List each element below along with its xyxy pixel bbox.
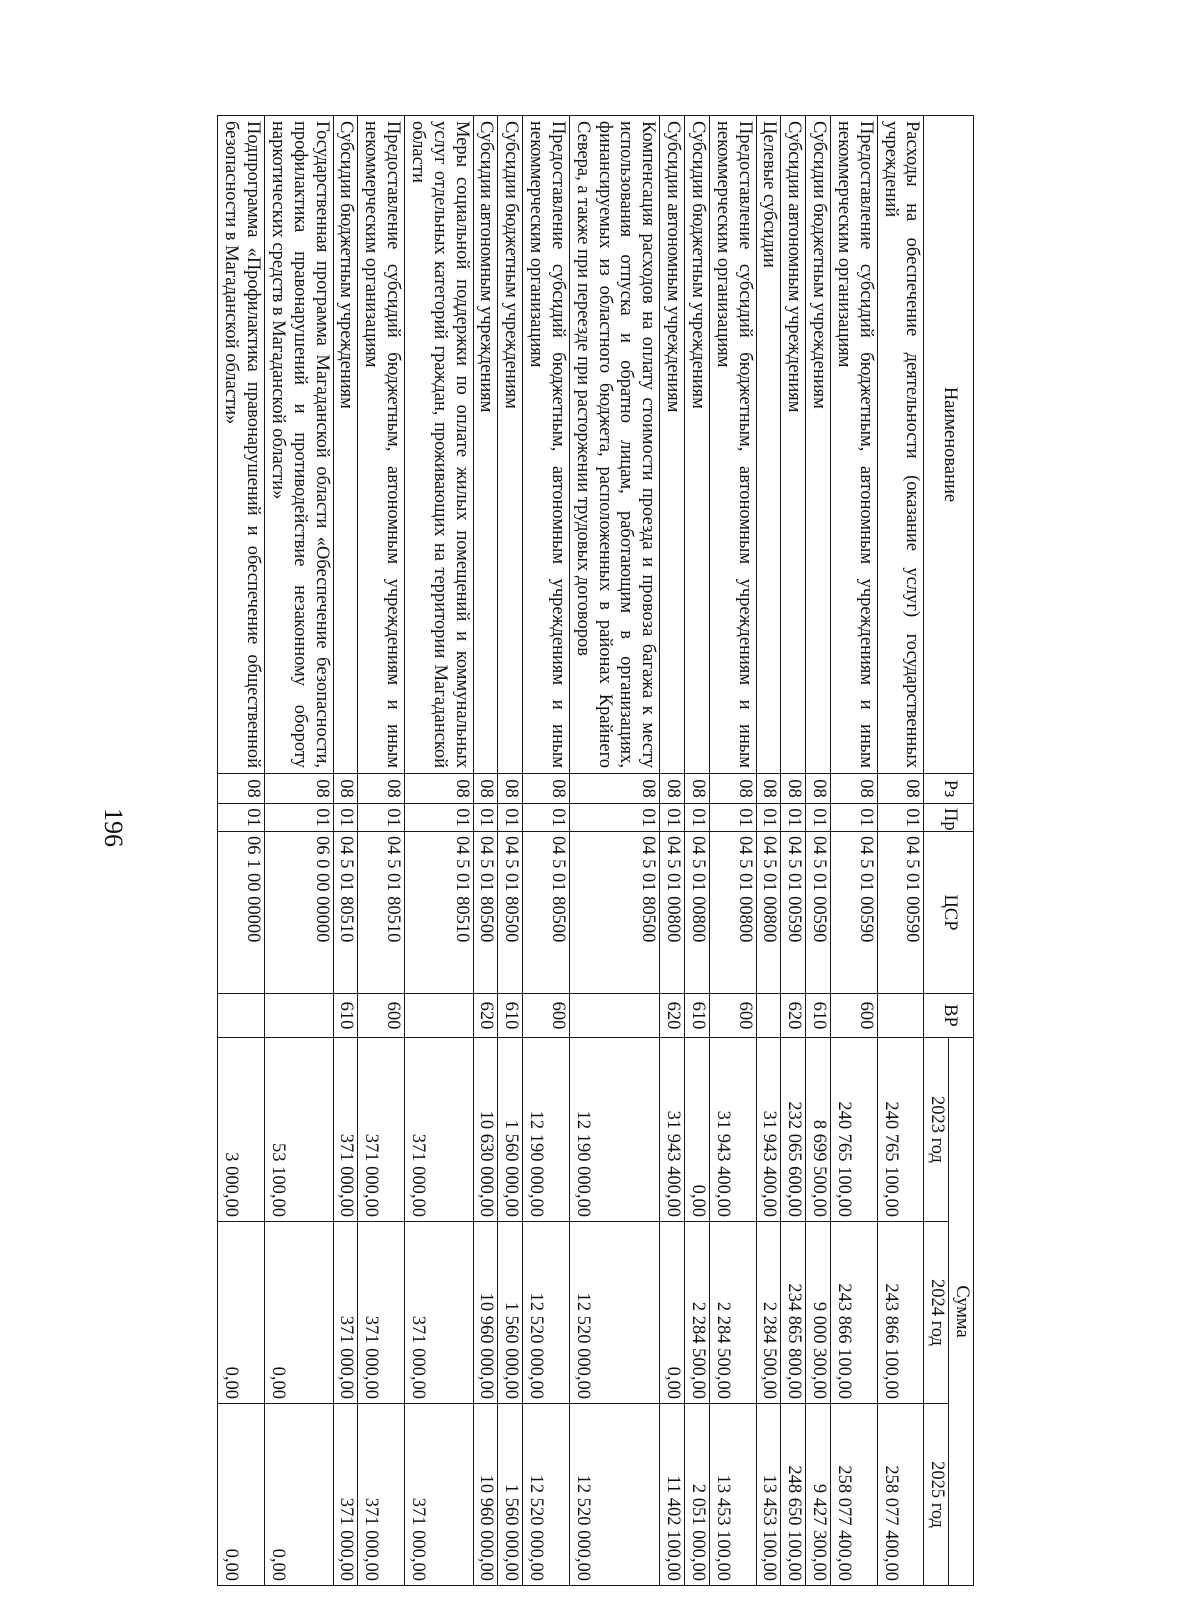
cell-pr: 01 (877, 804, 924, 832)
header-year-2023: 2023 год (924, 1038, 949, 1222)
cell-name: Предоставление субсидий бюджетным, автономным учреждениям и иным некоммерческим организациям (523, 116, 570, 774)
cell-name: Субсидии бюджетным учреждениям (498, 116, 523, 774)
header-rz: Рз (924, 774, 974, 804)
table-row (218, 116, 265, 1586)
cell-sum-2025: 12 520 000,00 (569, 1404, 659, 1586)
table-row (473, 116, 498, 1586)
header-name: Наименование (924, 116, 974, 774)
cell-rz: 08 (781, 774, 806, 804)
table-row (265, 116, 333, 1586)
cell-sum-2024: 0,00 (265, 1222, 333, 1404)
cell-sum-2025: 258 077 400,00 (877, 1404, 924, 1586)
cell-sum-2023: 371 000,00 (405, 1038, 473, 1222)
cell-sum-2024: 9 000 300,00 (806, 1222, 831, 1404)
cell-name: Компенсация расходов на оплату стоимости проезда и провоза багажа к месту использования отпуска и обратно лицам, работающим в организациях, финансируемых из областного бюджета, расположенных в районах Крайнего Севера, а также при переезде при расторжении трудовых договоров (569, 116, 659, 774)
cell-rz: 08 (709, 774, 756, 804)
header-sum: Сумма (949, 1038, 974, 1586)
cell-pr: 01 (498, 804, 523, 832)
cell-pr: 01 (660, 804, 685, 832)
cell-csr: 04 5 01 00590 (806, 832, 831, 994)
cell-rz: 08 (660, 774, 685, 804)
cell-rz: 08 (358, 774, 405, 804)
cell-csr: 04 5 01 80510 (405, 832, 473, 994)
cell-sum-2025: 13 453 100,00 (756, 1404, 781, 1586)
cell-vr: 600 (831, 994, 878, 1038)
cell-sum-2024: 371 000,00 (333, 1222, 358, 1404)
table-body (218, 116, 924, 1586)
table-row (333, 116, 358, 1586)
cell-sum-2025: 371 000,00 (358, 1404, 405, 1586)
cell-sum-2024: 371 000,00 (405, 1222, 473, 1404)
cell-csr: 04 5 01 80510 (333, 832, 358, 994)
cell-pr: 01 (473, 804, 498, 832)
cell-sum-2023: 232 065 600,00 (781, 1038, 806, 1222)
cell-sum-2024: 2 284 500,00 (685, 1222, 710, 1404)
table-row (709, 116, 756, 1586)
cell-vr: 600 (709, 994, 756, 1038)
cell-sum-2025: 371 000,00 (405, 1404, 473, 1586)
table-row (358, 116, 405, 1586)
cell-pr: 01 (709, 804, 756, 832)
cell-sum-2024: 0,00 (660, 1222, 685, 1404)
cell-rz: 08 (265, 774, 333, 804)
cell-rz: 08 (218, 774, 265, 804)
cell-csr: 06 1 00 00000 (218, 832, 265, 994)
cell-csr: 04 5 01 80500 (523, 832, 570, 994)
cell-vr: 610 (806, 994, 831, 1038)
cell-pr: 01 (569, 804, 659, 832)
cell-vr (218, 994, 265, 1038)
table-row (569, 116, 659, 1586)
cell-csr: 04 5 01 80500 (498, 832, 523, 994)
cell-vr: 610 (333, 994, 358, 1038)
cell-rz: 08 (756, 774, 781, 804)
cell-sum-2023: 12 190 000,00 (569, 1038, 659, 1222)
cell-sum-2023: 371 000,00 (333, 1038, 358, 1222)
cell-pr: 01 (265, 804, 333, 832)
cell-sum-2025: 1 560 000,00 (498, 1404, 523, 1586)
cell-vr: 610 (498, 994, 523, 1038)
cell-sum-2023: 371 000,00 (358, 1038, 405, 1222)
cell-pr: 01 (218, 804, 265, 832)
header-year-2024: 2024 год (924, 1222, 949, 1404)
rotated-page-content (222, 115, 974, 1585)
table-row (660, 116, 685, 1586)
cell-sum-2023: 8 699 500,00 (806, 1038, 831, 1222)
cell-name: Субсидии бюджетным учреждениям (806, 116, 831, 774)
cell-sum-2024: 1 560 000,00 (498, 1222, 523, 1404)
cell-csr: 04 5 01 00590 (831, 832, 878, 994)
table-row (756, 116, 781, 1586)
cell-name: Предоставление субсидий бюджетным, автономным учреждениям и иным некоммерческим организациям (831, 116, 878, 774)
cell-pr: 01 (781, 804, 806, 832)
cell-sum-2025: 13 453 100,00 (709, 1404, 756, 1586)
cell-sum-2025: 258 077 400,00 (831, 1404, 878, 1586)
cell-name: Субсидии бюджетным учреждениям (333, 116, 358, 774)
cell-rz: 08 (831, 774, 878, 804)
cell-sum-2025: 0,00 (265, 1404, 333, 1586)
cell-sum-2023: 10 630 000,00 (473, 1038, 498, 1222)
cell-sum-2023: 53 100,00 (265, 1038, 333, 1222)
cell-name: Расходы на обеспечение деятельности (оказание услуг) государственных учреждений (877, 116, 924, 774)
cell-sum-2023: 0,00 (685, 1038, 710, 1222)
cell-rz: 08 (569, 774, 659, 804)
cell-name: Меры социальной поддержки по оплате жилых помещений и коммунальных услуг отдельных категорий граждан, проживающих на территории Магаданской области (405, 116, 473, 774)
cell-sum-2024: 2 284 500,00 (756, 1222, 781, 1404)
cell-csr: 04 5 01 00590 (781, 832, 806, 994)
cell-rz: 08 (333, 774, 358, 804)
cell-sum-2025: 0,00 (218, 1404, 265, 1586)
cell-sum-2024: 234 865 800,00 (781, 1222, 806, 1404)
cell-rz: 08 (523, 774, 570, 804)
cell-name: Субсидии автономным учреждениям (473, 116, 498, 774)
cell-rz: 08 (405, 774, 473, 804)
cell-rz: 08 (685, 774, 710, 804)
cell-sum-2023: 31 943 400,00 (660, 1038, 685, 1222)
cell-pr: 01 (405, 804, 473, 832)
cell-sum-2024: 12 520 000,00 (569, 1222, 659, 1404)
cell-vr: 600 (523, 994, 570, 1038)
header-csr: ЦСР (924, 832, 974, 994)
cell-name: Предоставление субсидий бюджетным, автономным учреждениям и иным некоммерческим организациям (358, 116, 405, 774)
cell-csr: 04 5 01 00800 (685, 832, 710, 994)
cell-sum-2024: 2 284 500,00 (709, 1222, 756, 1404)
cell-sum-2023: 1 560 000,00 (498, 1038, 523, 1222)
cell-name: Субсидии автономным учреждениям (660, 116, 685, 774)
header-vr: ВР (924, 994, 974, 1038)
cell-name: Государственная программа Магаданской области «Обеспечение безопасности, профилактика правонарушений и противодействие незаконному обороту наркотических средств в Магаданской области» (265, 116, 333, 774)
cell-name: Целевые субсидии (756, 116, 781, 774)
cell-csr: 04 5 01 80500 (473, 832, 498, 994)
cell-pr: 01 (333, 804, 358, 832)
cell-sum-2024: 10 960 000,00 (473, 1222, 498, 1404)
cell-name: Субсидии автономным учреждениям (781, 116, 806, 774)
cell-sum-2023: 3 000,00 (218, 1038, 265, 1222)
cell-vr: 600 (358, 994, 405, 1038)
cell-vr: 610 (685, 994, 710, 1038)
page-number: 196 (99, 808, 128, 847)
cell-sum-2024: 371 000,00 (358, 1222, 405, 1404)
header-year-2025: 2025 год (924, 1404, 949, 1586)
table-row (405, 116, 473, 1586)
cell-pr: 01 (685, 804, 710, 832)
cell-vr: 620 (660, 994, 685, 1038)
cell-csr: 04 5 01 80500 (569, 832, 659, 994)
cell-vr (877, 994, 924, 1038)
cell-sum-2025: 11 402 100,00 (660, 1404, 685, 1586)
cell-vr: 620 (473, 994, 498, 1038)
cell-csr: 06 0 00 00000 (265, 832, 333, 994)
budget-table (218, 115, 975, 1586)
cell-sum-2024: 243 866 100,00 (877, 1222, 924, 1404)
table-row (498, 116, 523, 1586)
cell-rz: 08 (473, 774, 498, 804)
cell-sum-2023: 240 765 100,00 (877, 1038, 924, 1222)
cell-pr: 01 (523, 804, 570, 832)
cell-sum-2023: 31 943 400,00 (709, 1038, 756, 1222)
cell-vr (569, 994, 659, 1038)
table-row (806, 116, 831, 1586)
cell-pr: 01 (831, 804, 878, 832)
cell-sum-2024: 243 866 100,00 (831, 1222, 878, 1404)
cell-pr: 01 (358, 804, 405, 832)
cell-csr: 04 5 01 80510 (358, 832, 405, 994)
cell-vr (265, 994, 333, 1038)
table-row (831, 116, 878, 1586)
cell-vr (405, 994, 473, 1038)
cell-sum-2023: 12 190 000,00 (523, 1038, 570, 1222)
cell-vr: 620 (781, 994, 806, 1038)
cell-sum-2024: 0,00 (218, 1222, 265, 1404)
table-row (877, 116, 924, 1586)
cell-sum-2025: 10 960 000,00 (473, 1404, 498, 1586)
cell-sum-2025: 248 650 100,00 (781, 1404, 806, 1586)
cell-sum-2025: 9 427 300,00 (806, 1404, 831, 1586)
cell-sum-2023: 240 765 100,00 (831, 1038, 878, 1222)
table-row (523, 116, 570, 1586)
cell-csr: 04 5 01 00800 (709, 832, 756, 994)
cell-sum-2025: 371 000,00 (333, 1404, 358, 1586)
cell-csr: 04 5 01 00800 (660, 832, 685, 994)
cell-sum-2023: 31 943 400,00 (756, 1038, 781, 1222)
cell-sum-2025: 12 520 000,00 (523, 1404, 570, 1586)
table-row (685, 116, 710, 1586)
cell-csr: 04 5 01 00800 (756, 832, 781, 994)
cell-name: Предоставление субсидий бюджетным, автономным учреждениям и иным некоммерческим организациям (709, 116, 756, 774)
cell-rz: 08 (498, 774, 523, 804)
cell-rz: 08 (806, 774, 831, 804)
cell-sum-2025: 2 051 000,00 (685, 1404, 710, 1586)
cell-name: Субсидии бюджетным учреждениям (685, 116, 710, 774)
table-header (924, 116, 974, 1586)
header-pr: Пр (924, 804, 974, 832)
cell-vr (756, 994, 781, 1038)
cell-sum-2024: 12 520 000,00 (523, 1222, 570, 1404)
table-row (781, 116, 806, 1586)
cell-name: Подпрограмма «Профилактика правонарушений и обеспечение общественной безопасности в Магаданской области» (218, 116, 265, 774)
cell-pr: 01 (806, 804, 831, 832)
cell-csr: 04 5 01 00590 (877, 832, 924, 994)
cell-pr: 01 (756, 804, 781, 832)
cell-rz: 08 (877, 774, 924, 804)
